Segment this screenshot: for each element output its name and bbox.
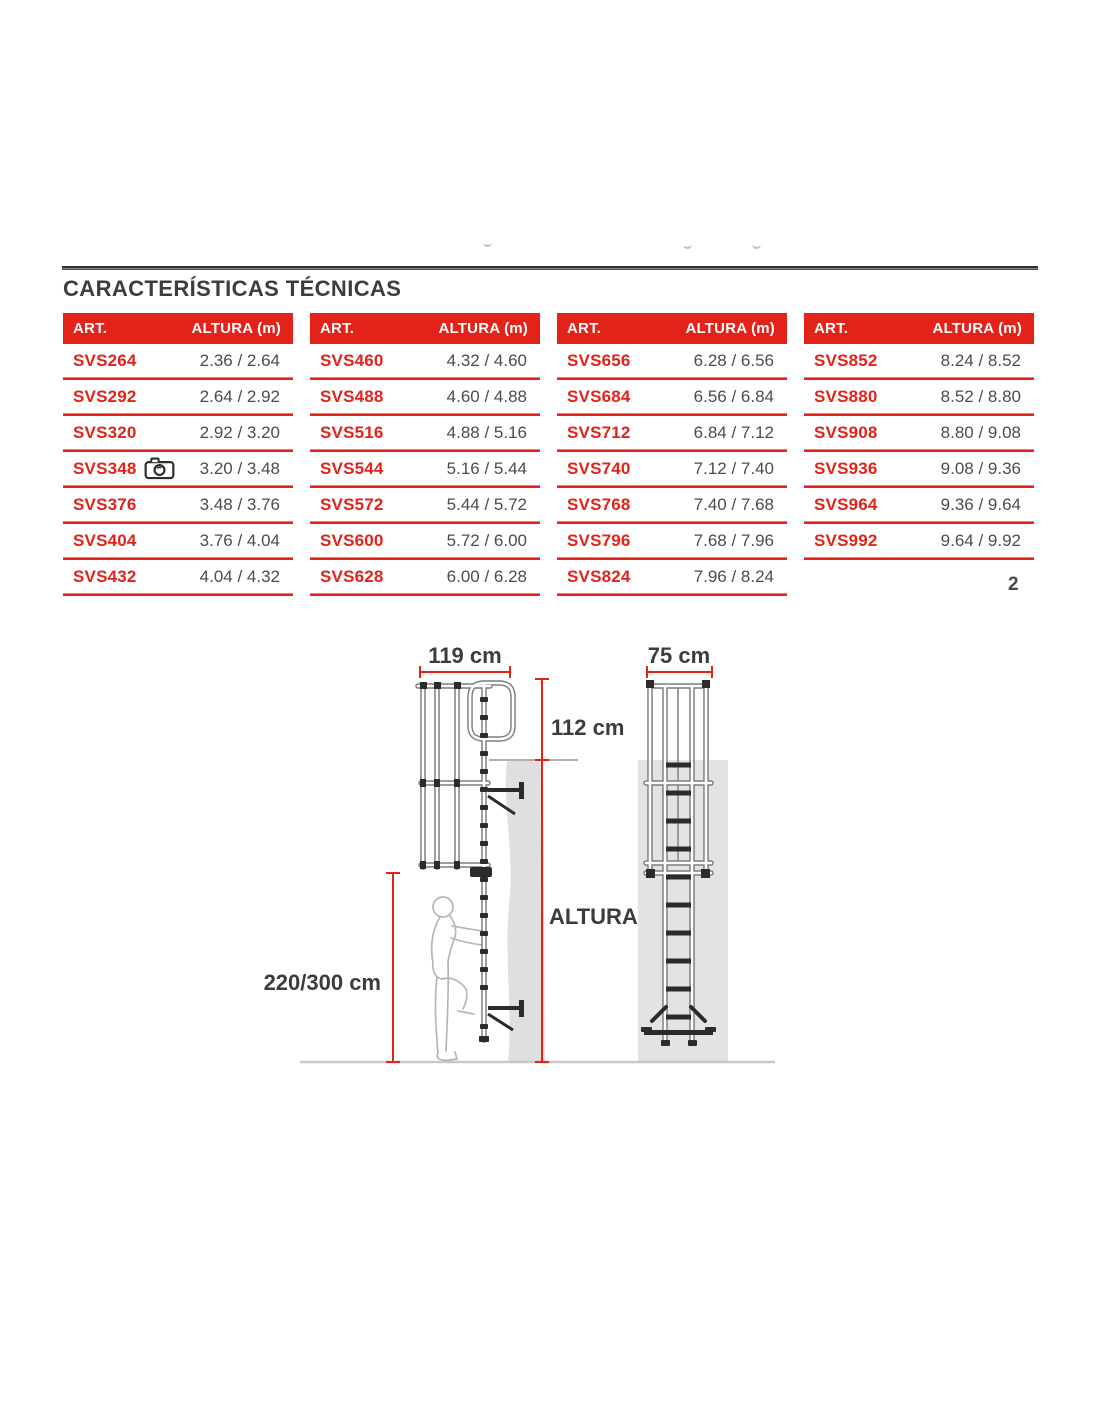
cropped-text-artifact xyxy=(752,242,761,249)
table-row xyxy=(804,452,1034,485)
article-cell xyxy=(567,387,631,407)
page-number: 2 xyxy=(1008,574,1019,595)
altura-value: 5.44 / 5.72 xyxy=(446,494,527,514)
spec-table xyxy=(63,313,293,596)
dim-label-person-height: 220/300 cm xyxy=(263,970,381,995)
dim-label-side-width: 119 cm xyxy=(428,643,502,668)
article-code: SVS516 xyxy=(320,422,384,442)
altura-value: 4.04 / 4.32 xyxy=(199,566,280,586)
table-row xyxy=(557,380,787,413)
article-cell xyxy=(320,387,384,407)
article-code: SVS376 xyxy=(73,494,137,514)
article-cell xyxy=(567,351,631,371)
article-code: SVS404 xyxy=(73,530,137,550)
altura-value: 4.60 / 4.88 xyxy=(446,386,527,406)
altura-value: 7.12 / 7.40 xyxy=(693,458,774,478)
article-code: SVS768 xyxy=(567,494,631,514)
row-divider xyxy=(804,557,1034,560)
column-header-altura: ALTURA (m) xyxy=(932,320,1022,337)
altura-value: 7.40 / 7.68 xyxy=(693,494,774,514)
table-row xyxy=(63,560,293,593)
table-row xyxy=(804,380,1034,413)
table-header-row xyxy=(63,313,293,344)
spec-table xyxy=(804,313,1034,596)
article-code: SVS600 xyxy=(320,530,384,550)
article-cell xyxy=(814,423,878,443)
table-row xyxy=(63,380,293,413)
table-row xyxy=(310,344,540,377)
table-row xyxy=(557,344,787,377)
article-cell xyxy=(814,351,878,371)
table-row xyxy=(310,560,540,593)
article-cell xyxy=(567,531,631,551)
article-code: SVS488 xyxy=(320,386,384,406)
row-divider xyxy=(63,593,293,596)
article-cell xyxy=(320,351,384,371)
row-divider xyxy=(310,593,540,596)
dim-label-front-width: 75 cm xyxy=(647,643,711,668)
table-row xyxy=(63,416,293,449)
table-row xyxy=(557,524,787,557)
article-code: SVS460 xyxy=(320,350,384,370)
column-header-altura: ALTURA (m) xyxy=(685,320,775,337)
table-row xyxy=(310,452,540,485)
altura-value: 3.20 / 3.48 xyxy=(199,458,280,478)
article-code: SVS348 xyxy=(73,458,137,478)
article-cell xyxy=(73,351,137,371)
altura-value: 2.92 / 3.20 xyxy=(199,422,280,442)
ladder-side-view xyxy=(418,682,524,1042)
article-cell xyxy=(320,495,384,515)
dim-label-extension: 112 cm xyxy=(551,715,625,740)
article-cell xyxy=(567,567,631,587)
altura-value: 7.96 / 8.24 xyxy=(693,566,774,586)
column-header-art: ART. xyxy=(320,320,355,337)
altura-value: 3.48 / 3.76 xyxy=(199,494,280,514)
article-cell xyxy=(814,387,878,407)
altura-value: 8.24 / 8.52 xyxy=(940,350,1021,370)
altura-value: 6.56 / 6.84 xyxy=(693,386,774,406)
article-code: SVS572 xyxy=(320,494,384,514)
altura-value: 2.64 / 2.92 xyxy=(199,386,280,406)
article-code: SVS880 xyxy=(814,386,878,406)
spec-tables-container xyxy=(63,313,1034,596)
article-cell xyxy=(73,495,137,515)
table-row xyxy=(804,344,1034,377)
spec-table xyxy=(557,313,787,596)
page-title: CARACTERÍSTICAS TÉCNICAS xyxy=(63,276,402,301)
altura-value: 2.36 / 2.64 xyxy=(199,350,280,370)
table-row xyxy=(310,380,540,413)
table-row xyxy=(63,488,293,521)
article-code: SVS628 xyxy=(320,566,384,586)
article-code: SVS264 xyxy=(73,350,137,370)
article-cell xyxy=(73,423,137,443)
article-cell xyxy=(73,457,175,480)
article-cell xyxy=(320,531,384,551)
dim-label-altura: ALTURA xyxy=(549,904,638,929)
article-code: SVS936 xyxy=(814,458,878,478)
table-row xyxy=(63,344,293,377)
camera-icon xyxy=(144,457,175,480)
column-header-altura: ALTURA (m) xyxy=(191,320,281,337)
table-row xyxy=(557,560,787,593)
altura-value: 9.08 / 9.36 xyxy=(940,458,1021,478)
article-code: SVS740 xyxy=(567,458,631,478)
table-row xyxy=(310,416,540,449)
cropped-text-artifact xyxy=(483,240,492,247)
article-cell xyxy=(567,423,631,443)
article-cell xyxy=(814,495,878,515)
altura-value: 3.76 / 4.04 xyxy=(199,530,280,550)
altura-value: 8.80 / 9.08 xyxy=(940,422,1021,442)
cropped-text-artifact xyxy=(683,242,692,249)
altura-value: 6.28 / 6.56 xyxy=(693,350,774,370)
altura-value: 4.32 / 4.60 xyxy=(446,350,527,370)
side-wall xyxy=(506,760,545,1062)
altura-value: 5.72 / 6.00 xyxy=(446,530,527,550)
article-code: SVS796 xyxy=(567,530,631,550)
article-cell xyxy=(814,531,878,551)
article-code: SVS656 xyxy=(567,350,631,370)
article-cell xyxy=(320,567,384,587)
altura-value: 7.68 / 7.96 xyxy=(693,530,774,550)
column-header-art: ART. xyxy=(567,320,602,337)
article-cell xyxy=(73,531,137,551)
table-row xyxy=(557,488,787,521)
article-code: SVS964 xyxy=(814,494,878,514)
article-cell xyxy=(567,495,631,515)
table-header-row xyxy=(557,313,787,344)
table-row xyxy=(557,452,787,485)
article-code: SVS992 xyxy=(814,530,878,550)
article-cell xyxy=(814,459,878,479)
article-code: SVS320 xyxy=(73,422,137,442)
article-code: SVS432 xyxy=(73,566,137,586)
article-code: SVS824 xyxy=(567,566,631,586)
article-cell xyxy=(320,459,384,479)
altura-value: 8.52 / 8.80 xyxy=(940,386,1021,406)
altura-value: 6.84 / 7.12 xyxy=(693,422,774,442)
altura-value: 4.88 / 5.16 xyxy=(446,422,527,442)
altura-value: 9.36 / 9.64 xyxy=(940,494,1021,514)
column-header-art: ART. xyxy=(814,320,849,337)
article-cell xyxy=(73,567,137,587)
altura-value: 9.64 / 9.92 xyxy=(940,530,1021,550)
table-row xyxy=(804,416,1034,449)
article-cell xyxy=(567,459,631,479)
table-row xyxy=(63,524,293,557)
table-header-row xyxy=(804,313,1034,344)
altura-value: 6.00 / 6.28 xyxy=(446,566,527,586)
table-row xyxy=(310,524,540,557)
spec-table xyxy=(310,313,540,596)
ladder-dimension-diagram xyxy=(0,630,1100,1110)
article-code: SVS712 xyxy=(567,422,631,442)
table-row xyxy=(804,488,1034,521)
table-row xyxy=(310,488,540,521)
article-code: SVS852 xyxy=(814,350,878,370)
column-header-art: ART. xyxy=(73,320,108,337)
article-code: SVS292 xyxy=(73,386,137,406)
section-divider-rule xyxy=(62,266,1038,270)
article-code: SVS908 xyxy=(814,422,878,442)
table-header-row xyxy=(310,313,540,344)
table-row xyxy=(63,452,293,485)
article-cell xyxy=(320,423,384,443)
article-code: SVS544 xyxy=(320,458,384,478)
column-header-altura: ALTURA (m) xyxy=(438,320,528,337)
article-code: SVS684 xyxy=(567,386,631,406)
article-cell xyxy=(73,387,137,407)
row-divider xyxy=(557,593,787,596)
altura-value: 5.16 / 5.44 xyxy=(446,458,527,478)
table-row xyxy=(557,416,787,449)
person-figure xyxy=(432,897,483,1060)
table-row xyxy=(804,524,1034,557)
